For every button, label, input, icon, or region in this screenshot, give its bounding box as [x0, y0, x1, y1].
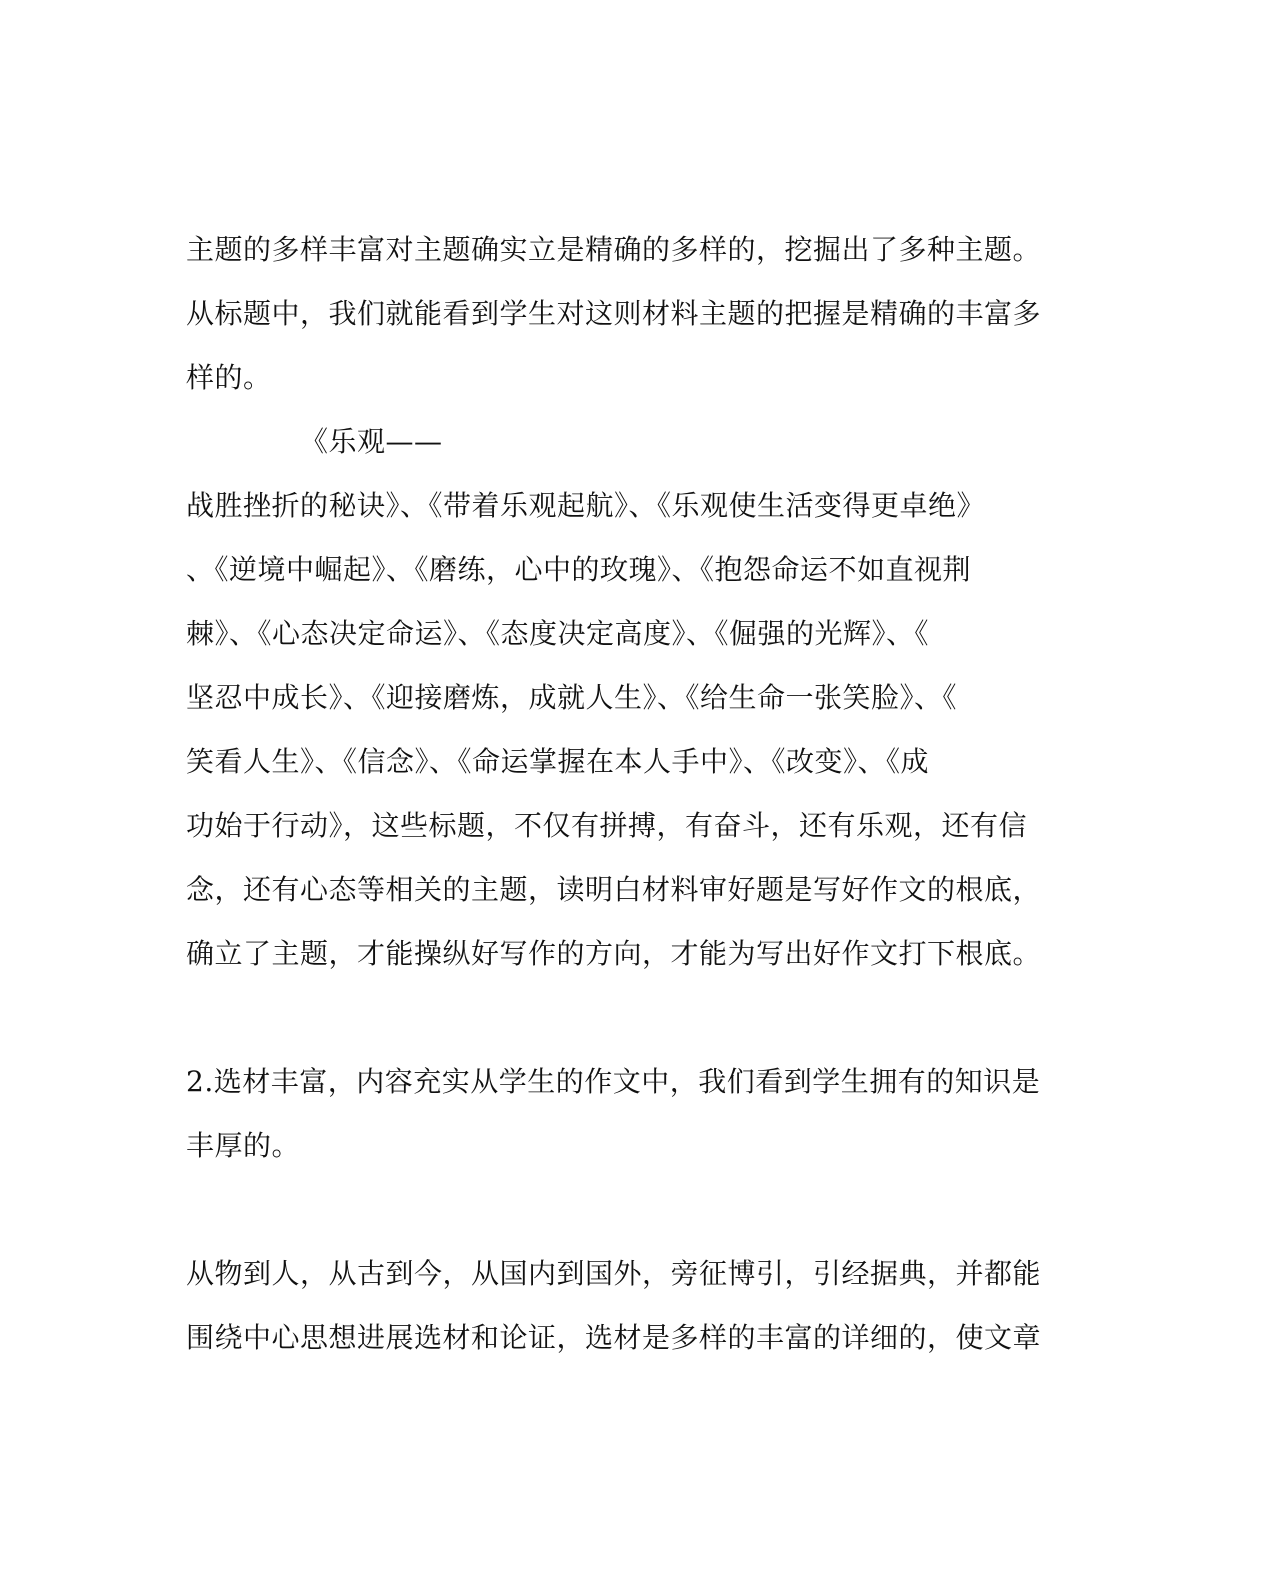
text-line: 坚忍中成长》、《迎接磨炼，成就人生》、《给生命一张笑脸》、《 — [186, 681, 958, 714]
text-line: 确立了主题，才能操纵好写作的方向，才能为写出好作文打下根底。 — [186, 937, 1042, 970]
text-line: 2.选材丰富，内容充实从学生的作文中，我们看到学生拥有的知识是 — [186, 1065, 1041, 1098]
text-line: 战胜挫折的秘诀》、《带着乐观起航》、《乐观使生活变得更卓绝》 — [186, 489, 986, 522]
text-line: 念，还有心态等相关的主题，读明白材料审好题是写好作文的根底， — [186, 873, 1042, 906]
text-line: 从物到人，从古到今，从国内到国外，旁征博引，引经据典，并都能 — [186, 1257, 1042, 1290]
text-line: 、《逆境中崛起》、《磨练，心中的玫瑰》、《抱怨命运不如直视荆 — [186, 553, 972, 586]
text-line: 样的。 — [186, 361, 272, 394]
text-line: 从标题中，我们就能看到学生对这则材料主题的把握是精确的丰富多 — [186, 297, 1042, 330]
text-line: 笑看人生》、《信念》、《命运掌握在本人手中》、《改变》、《成 — [186, 745, 930, 778]
text-line: 功始于行动》，这些标题，不仅有拼搏，有奋斗，还有乐观，还有信 — [186, 809, 1028, 842]
text-line: 棘》、《心态决定命运》、《态度决定高度》、《倔强的光辉》、《 — [186, 617, 930, 650]
text-line: 围绕中心思想进展选材和论证，选材是多样的丰富的详细的，使文章 — [186, 1321, 1042, 1354]
text-line: 《乐观—— — [300, 425, 443, 458]
text-line: 主题的多样丰富对主题确实立是精确的多样的，挖掘出了多种主题。 — [186, 233, 1042, 266]
text-line: 丰厚的。 — [186, 1129, 301, 1162]
